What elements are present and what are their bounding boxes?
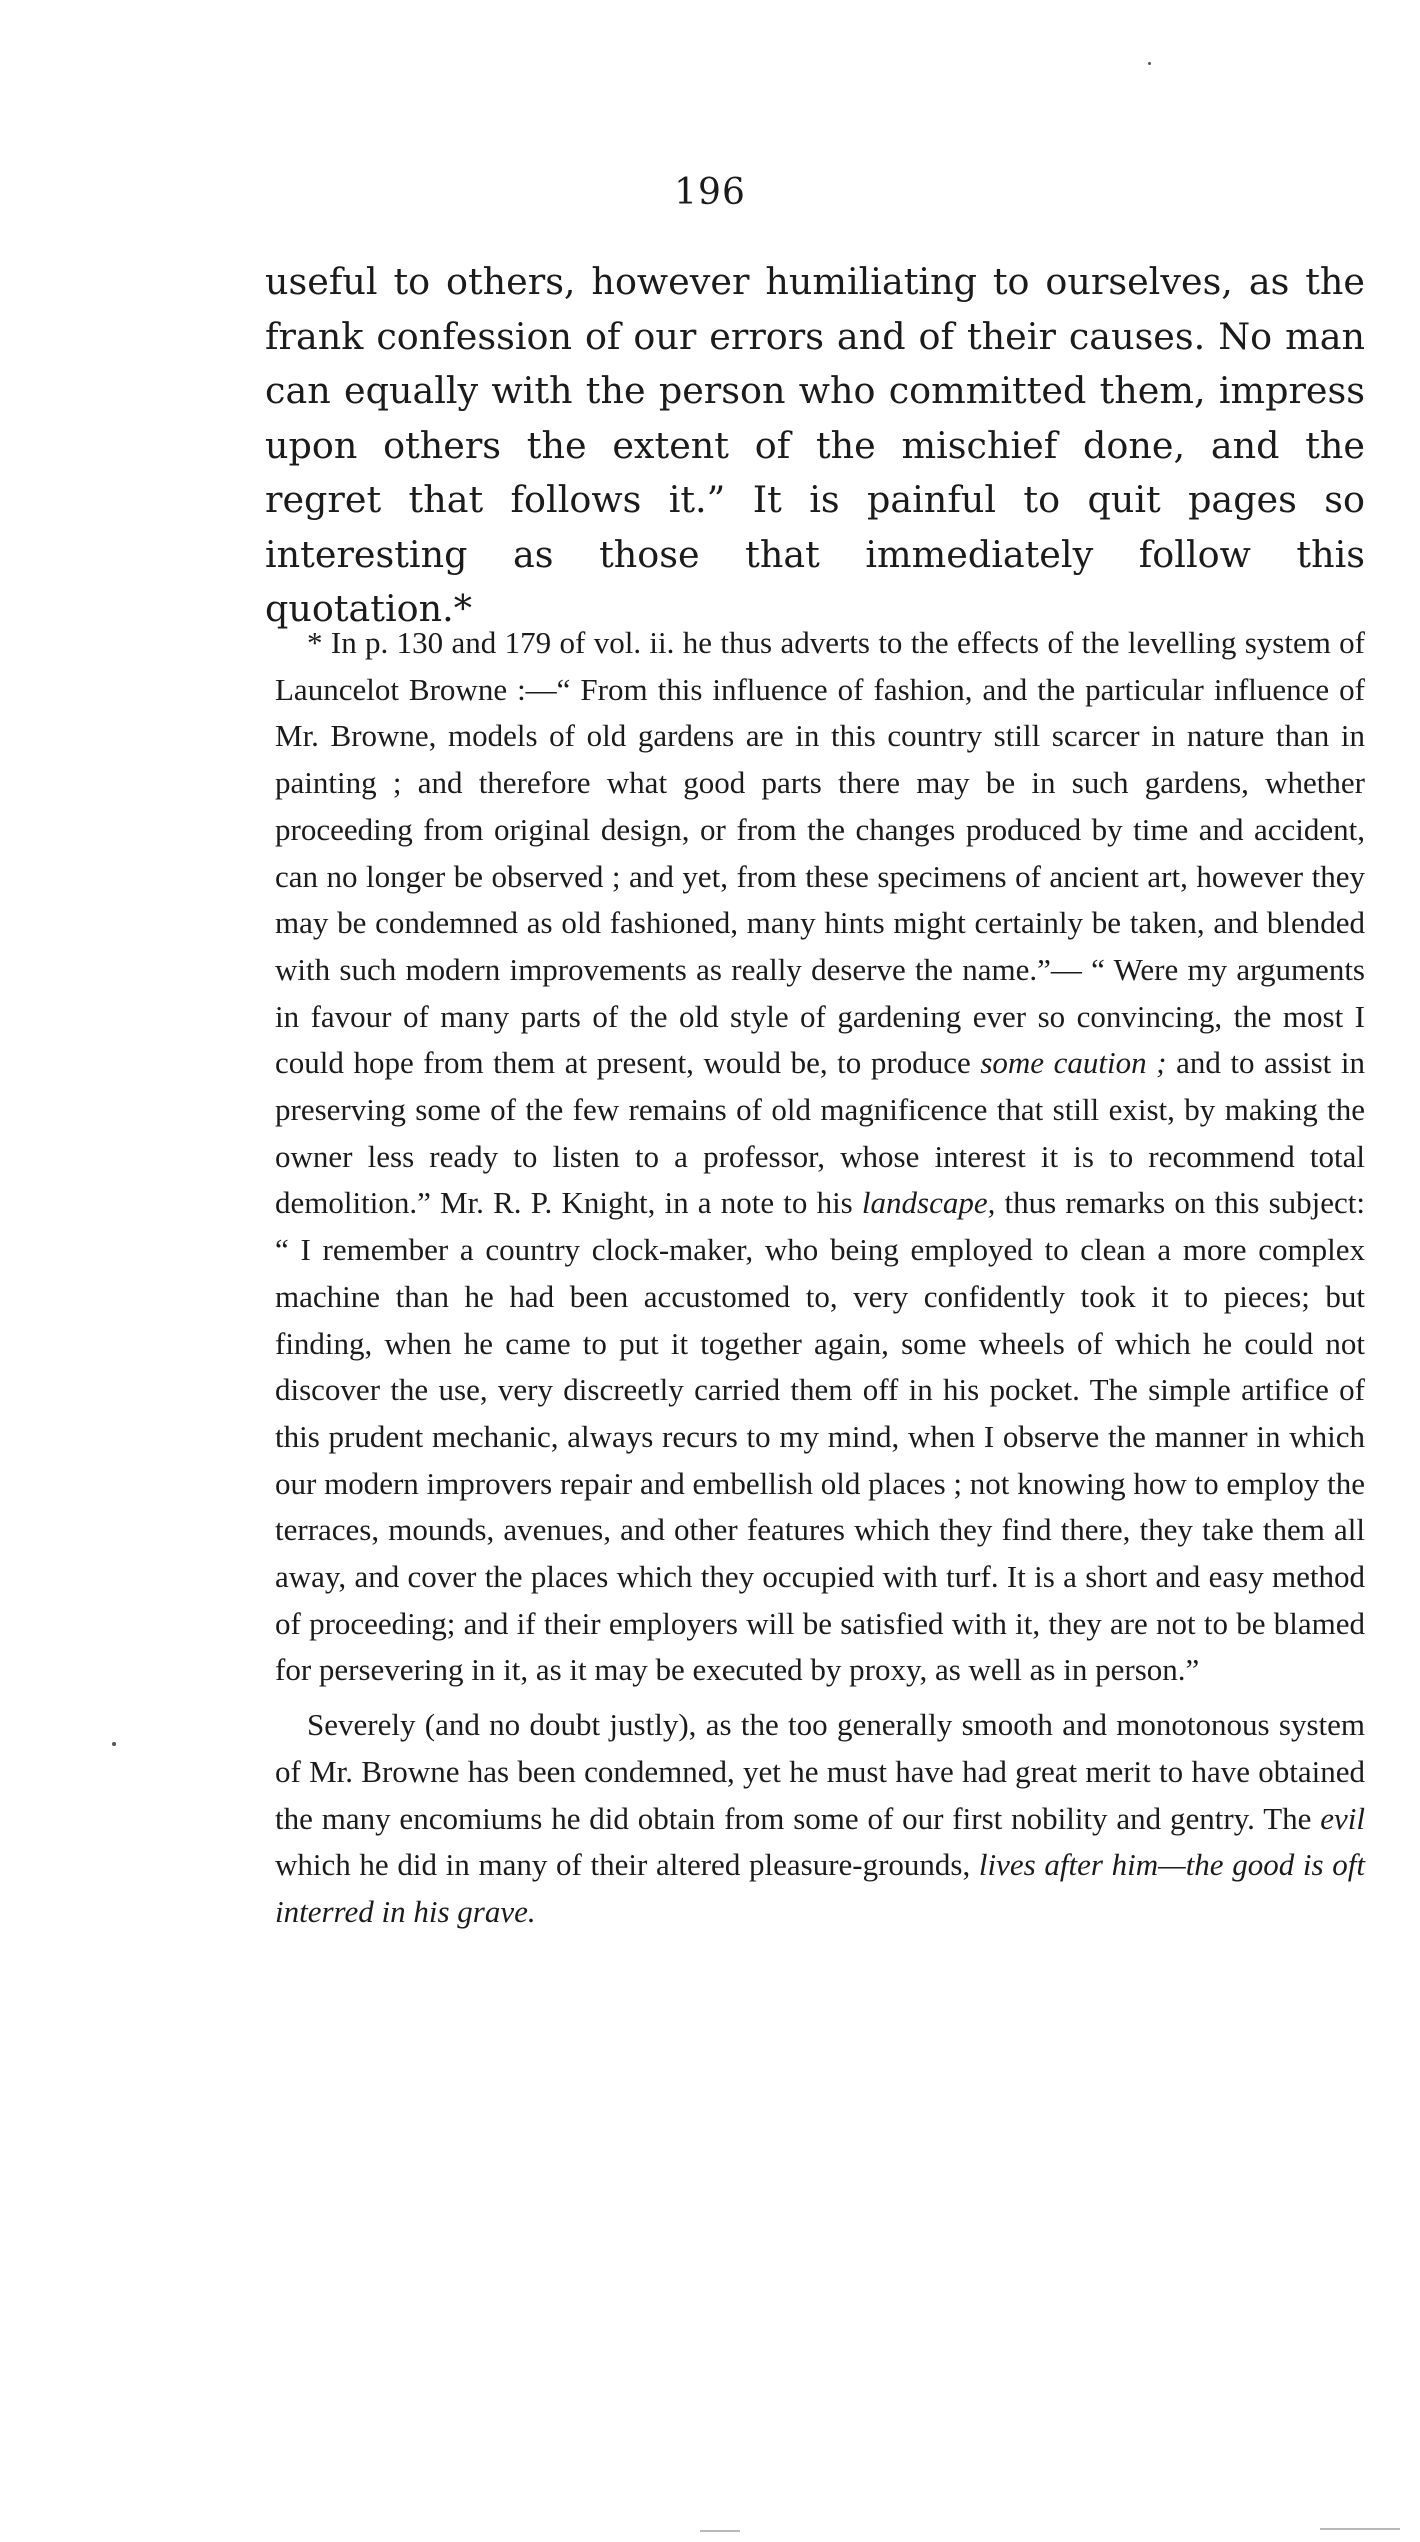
footnote-text: which he did in many of their altered pleasure-grounds, [275,1847,979,1883]
footnote-text: Severely (and no doubt justly), as the too generally smooth and monotonous system of Mr. Browne has been condemned, yet he must have had great merit to have obtained the many encomiums he did obtain from some of our first nobility and gentry. The [275,1707,1365,1836]
footnote-text: * In p. 130 and 179 of vol. ii. he thus adverts to the effects of the levelling system of Launcelot Browne :—“ From this influence of fashion, and the particular influence of Mr. Browne, models of old gardens are in this country still scarcer in nature than in painting ; and therefore what good parts there may be in such gardens, whether proceeding from original design, or from the changes produced by time and accident, can no longer be observed ; and yet, from these specimens of ancient art, however they may be condemned as old fashioned, many hints might certainly be taken, and blended with such modern improvements as really deserve the name.”— “ Were my arguments in favour of many parts of the old style of gardening ever so convincing, the most I could hope from them at present, would be, to produce [275,625,1365,1081]
scan-smudge [1320,2528,1400,2530]
scan-speck [112,1742,116,1746]
footnote-paragraph-1 [275,620,1365,1694]
footnote-italic-text: landscape, [861,1185,996,1221]
page-number: 196 [674,172,746,213]
footnote-reference-mark: * [453,587,472,630]
footnote-italic-text: evil [1320,1800,1365,1836]
footnote-text: thus remarks on this subject: “ I remember a country clock-maker, who being employed to clean a more complex machine than he had been accustomed to, very confidently took it to pieces; but finding, when he came to put it together again, some wheels of which he could not discover the use, very discreetly carried them off in his pocket. The simple artifice of this prudent mechanic, always recurs to my mind, when I observe the manner in which our modern improvers repair and embellish old places ; not knowing how to employ the terraces, mounds, avenues, and other features which they find there, they take them all away, and cover the places which they occupied with turf. It is a short and easy method of proceeding; and if their employers will be satisfied with it, they are not to be blamed for persevering in it, as it may be executed by proxy, as well as in person.” [275,1185,1365,1688]
footnote-italic-text: some caution ; [980,1045,1167,1081]
main-paragraph-text: useful to others, however humiliating to ourselves, as the frank confession of our errors and of their causes. No man can equally with the person who committed them, impress upon others the extent of the mischief done, and the regret that follows it.” It is painful to quit pages so interesting as those that immediately follow this quotation. [265,260,1365,630]
scan-speck [1148,62,1151,65]
footnote-paragraph-2 [275,1702,1365,1936]
footnote-italic-text: lives after him—the good is oft interred in his grave. [275,1847,1366,1929]
footnote [275,620,1365,1936]
scan-smudge [700,2530,740,2532]
footnote-text: and to assist in preserving some of the few remains of old magnificence that still exist, by making the owner less ready to listen to a professor, whose interest it is to recommend total demolition.” Mr. R. P. Knight, in a note to his [275,1045,1365,1221]
main-paragraph [265,255,1365,637]
